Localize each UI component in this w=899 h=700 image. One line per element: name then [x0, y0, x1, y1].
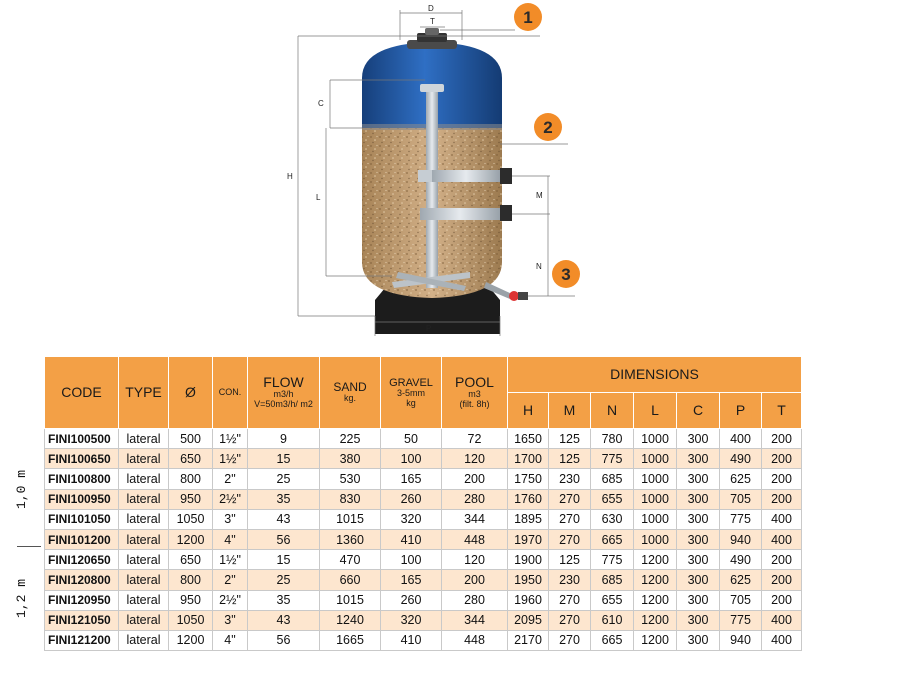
group-label-1-2m: 1,2 m	[14, 578, 29, 618]
header-pool-unit: m3	[468, 389, 481, 400]
cell-type: lateral	[119, 590, 169, 610]
cell-t: 200	[762, 429, 802, 449]
cell-code: FINI120800	[45, 570, 119, 590]
cell-l: 1000	[634, 469, 677, 489]
cell-type: lateral	[119, 469, 169, 489]
dim-label-h: H	[287, 172, 293, 181]
cell-pool: 280	[442, 489, 508, 509]
cell-c: 300	[677, 529, 720, 549]
cell-sand: 225	[320, 429, 381, 449]
cell-gravel: 100	[381, 449, 442, 469]
header-flow-unit: m3/h	[273, 389, 294, 400]
cell-h: 1750	[508, 469, 549, 489]
callout-2	[534, 113, 562, 141]
cell-n: 665	[591, 630, 634, 650]
cell-diameter: 1050	[169, 509, 213, 529]
cell-con: 1½"	[213, 449, 248, 469]
group-divider	[17, 546, 41, 547]
header-gravel-unit: kg	[406, 397, 416, 408]
cell-con: 2"	[213, 469, 248, 489]
cell-gravel: 260	[381, 590, 442, 610]
filter-lid	[407, 28, 457, 49]
cell-code: FINI120950	[45, 590, 119, 610]
cell-con: 3"	[213, 509, 248, 529]
cell-m: 125	[549, 429, 591, 449]
cell-type: lateral	[119, 630, 169, 650]
cell-t: 200	[762, 449, 802, 469]
cell-n: 630	[591, 509, 634, 529]
cell-type: lateral	[119, 489, 169, 509]
cell-flow: 56	[248, 630, 320, 650]
cell-p: 940	[720, 630, 762, 650]
cell-l: 1000	[634, 509, 677, 529]
cell-t: 200	[762, 550, 802, 570]
dim-label-l: L	[316, 193, 321, 202]
cell-diameter: 500	[169, 429, 213, 449]
cell-l: 1200	[634, 550, 677, 570]
header-dim-c: C	[677, 393, 720, 429]
header-dim-t: T	[762, 393, 802, 429]
dim-label-m: M	[536, 191, 543, 200]
table-row	[45, 509, 802, 529]
header-sand	[320, 357, 381, 429]
cell-con: 2½"	[213, 590, 248, 610]
cell-type: lateral	[119, 429, 169, 449]
cell-flow: 35	[248, 590, 320, 610]
cell-flow: 25	[248, 469, 320, 489]
cell-diameter: 650	[169, 449, 213, 469]
cell-l: 1000	[634, 529, 677, 549]
cell-con: 4"	[213, 630, 248, 650]
cell-flow: 15	[248, 550, 320, 570]
cell-diameter: 950	[169, 590, 213, 610]
table-row	[45, 489, 802, 509]
cell-l: 1000	[634, 449, 677, 469]
header-code: CODE	[45, 357, 119, 429]
cell-con: 3"	[213, 610, 248, 630]
cell-code: FINI100800	[45, 469, 119, 489]
cell-c: 300	[677, 449, 720, 469]
header-sand-unit: kg.	[343, 393, 356, 404]
cell-c: 300	[677, 550, 720, 570]
cell-code: FINI101050	[45, 509, 119, 529]
cell-code: FINI121050	[45, 610, 119, 630]
cell-code: FINI120650	[45, 550, 119, 570]
cell-c: 300	[677, 570, 720, 590]
cell-code: FINI100950	[45, 489, 119, 509]
cell-l: 1200	[634, 590, 677, 610]
cell-code: FINI101200	[45, 529, 119, 549]
cell-h: 1760	[508, 489, 549, 509]
cell-p: 625	[720, 570, 762, 590]
callout-1	[514, 3, 542, 31]
cell-pool: 344	[442, 610, 508, 630]
cell-l: 1200	[634, 570, 677, 590]
cell-pool: 120	[442, 449, 508, 469]
cell-gravel: 260	[381, 489, 442, 509]
cell-con: 2½"	[213, 489, 248, 509]
cell-pool: 72	[442, 429, 508, 449]
cell-sand: 1015	[320, 590, 381, 610]
cell-flow: 56	[248, 529, 320, 549]
cell-p: 705	[720, 590, 762, 610]
cell-flow: 43	[248, 610, 320, 630]
dim-label-n: N	[536, 262, 542, 271]
callout-3	[552, 260, 580, 288]
header-gravel-title: GRAVEL	[389, 376, 433, 389]
header-diameter: Ø	[169, 357, 213, 429]
cell-sand: 470	[320, 550, 381, 570]
cell-n: 685	[591, 469, 634, 489]
cell-n: 685	[591, 570, 634, 590]
cell-h: 1895	[508, 509, 549, 529]
cell-t: 200	[762, 469, 802, 489]
cell-p: 490	[720, 449, 762, 469]
cell-con: 2"	[213, 570, 248, 590]
cell-gravel: 165	[381, 570, 442, 590]
cell-sand: 380	[320, 449, 381, 469]
cell-diameter: 650	[169, 550, 213, 570]
cell-n: 780	[591, 429, 634, 449]
cell-h: 1970	[508, 529, 549, 549]
table-row	[45, 630, 802, 650]
cell-n: 775	[591, 449, 634, 469]
cell-pool: 344	[442, 509, 508, 529]
header-con: CON.	[213, 357, 248, 429]
cell-n: 610	[591, 610, 634, 630]
cell-diameter: 800	[169, 469, 213, 489]
cell-type: lateral	[119, 529, 169, 549]
cell-m: 125	[549, 550, 591, 570]
cell-sand: 660	[320, 570, 381, 590]
cell-h: 1960	[508, 590, 549, 610]
cell-gravel: 50	[381, 429, 442, 449]
cell-gravel: 165	[381, 469, 442, 489]
cell-t: 400	[762, 509, 802, 529]
cell-gravel: 100	[381, 550, 442, 570]
header-pool-note: (filt. 8h)	[459, 399, 490, 410]
cell-type: lateral	[119, 550, 169, 570]
cell-pool: 448	[442, 529, 508, 549]
table-row	[45, 570, 802, 590]
cell-p: 625	[720, 469, 762, 489]
header-dim-h: H	[508, 393, 549, 429]
cell-type: lateral	[119, 509, 169, 529]
cell-t: 400	[762, 529, 802, 549]
cell-l: 1000	[634, 429, 677, 449]
table-row	[45, 610, 802, 630]
cell-diameter: 1050	[169, 610, 213, 630]
table-row	[45, 449, 802, 469]
cell-c: 300	[677, 489, 720, 509]
cell-m: 270	[549, 590, 591, 610]
cell-flow: 35	[248, 489, 320, 509]
cell-pool: 448	[442, 630, 508, 650]
cell-sand: 830	[320, 489, 381, 509]
header-dim-l: L	[634, 393, 677, 429]
cell-t: 200	[762, 489, 802, 509]
header-pool	[442, 357, 508, 429]
cell-n: 775	[591, 550, 634, 570]
cell-h: 1650	[508, 429, 549, 449]
cell-p: 775	[720, 509, 762, 529]
cell-flow: 9	[248, 429, 320, 449]
cell-p: 940	[720, 529, 762, 549]
cell-con: 1½"	[213, 550, 248, 570]
cell-type: lateral	[119, 610, 169, 630]
callout-2-number: 2	[543, 118, 553, 137]
cell-c: 300	[677, 630, 720, 650]
cell-n: 655	[591, 489, 634, 509]
cell-l: 1200	[634, 630, 677, 650]
cell-code: FINI121200	[45, 630, 119, 650]
cell-p: 775	[720, 610, 762, 630]
header-gravel	[381, 357, 442, 429]
cell-m: 270	[549, 509, 591, 529]
cell-p: 705	[720, 489, 762, 509]
cell-h: 1700	[508, 449, 549, 469]
group-label-1m: 1,0 m	[14, 469, 29, 509]
cell-gravel: 410	[381, 630, 442, 650]
header-type: TYPE	[119, 357, 169, 429]
cell-type: lateral	[119, 449, 169, 469]
cell-type: lateral	[119, 570, 169, 590]
cell-h: 2095	[508, 610, 549, 630]
cell-code: FINI100500	[45, 429, 119, 449]
header-flow-title: FLOW	[263, 373, 304, 390]
cell-pool: 200	[442, 469, 508, 489]
cell-flow: 25	[248, 570, 320, 590]
header-dim-p: P	[720, 393, 762, 429]
dim-label-c: C	[318, 99, 324, 108]
cell-m: 270	[549, 489, 591, 509]
cell-pool: 120	[442, 550, 508, 570]
callout-1-number: 1	[523, 8, 533, 27]
cell-gravel: 410	[381, 529, 442, 549]
table-body	[45, 429, 802, 651]
callout-3-number: 3	[561, 265, 571, 284]
cell-flow: 15	[248, 449, 320, 469]
cell-sand: 1665	[320, 630, 381, 650]
cell-c: 300	[677, 590, 720, 610]
header-dim-n: N	[591, 393, 634, 429]
cell-diameter: 1200	[169, 529, 213, 549]
cell-gravel: 320	[381, 509, 442, 529]
cell-sand: 1240	[320, 610, 381, 630]
cell-c: 300	[677, 469, 720, 489]
cell-h: 1900	[508, 550, 549, 570]
cell-h: 1950	[508, 570, 549, 590]
cell-sand: 530	[320, 469, 381, 489]
header-sand-title: SAND	[333, 379, 367, 394]
cell-con: 1½"	[213, 429, 248, 449]
cell-code: FINI100650	[45, 449, 119, 469]
cell-t: 400	[762, 630, 802, 650]
cell-t: 200	[762, 590, 802, 610]
cell-m: 270	[549, 610, 591, 630]
cell-sand: 1360	[320, 529, 381, 549]
cell-m: 125	[549, 449, 591, 469]
cell-flow: 43	[248, 509, 320, 529]
cell-h: 2170	[508, 630, 549, 650]
cell-m: 270	[549, 529, 591, 549]
cell-sand: 1015	[320, 509, 381, 529]
header-flow-note: V=50m3/h/ m2	[254, 399, 313, 410]
cell-l: 1000	[634, 489, 677, 509]
cell-pool: 200	[442, 570, 508, 590]
cell-p: 400	[720, 429, 762, 449]
table-row	[45, 429, 802, 449]
cell-l: 1200	[634, 610, 677, 630]
table-row	[45, 550, 802, 570]
cell-c: 300	[677, 429, 720, 449]
cell-con: 4"	[213, 529, 248, 549]
spec-table	[44, 356, 802, 651]
dim-label-p: P	[426, 324, 432, 333]
dim-label-t: T	[430, 17, 435, 26]
dim-label-d: D	[428, 4, 434, 13]
cell-t: 200	[762, 570, 802, 590]
header-flow	[248, 357, 320, 429]
cell-m: 230	[549, 570, 591, 590]
cell-diameter: 800	[169, 570, 213, 590]
cell-diameter: 950	[169, 489, 213, 509]
cell-t: 400	[762, 610, 802, 630]
cell-pool: 280	[442, 590, 508, 610]
cell-n: 655	[591, 590, 634, 610]
cell-m: 230	[549, 469, 591, 489]
cell-diameter: 1200	[169, 630, 213, 650]
cell-c: 300	[677, 610, 720, 630]
header-gravel-size: 3-5mm	[396, 387, 425, 398]
cell-n: 665	[591, 529, 634, 549]
header-dimensions: DIMENSIONS	[508, 357, 802, 393]
header-dim-m: M	[549, 393, 591, 429]
table-row	[45, 590, 802, 610]
cell-gravel: 320	[381, 610, 442, 630]
cell-p: 490	[720, 550, 762, 570]
cell-c: 300	[677, 509, 720, 529]
cell-m: 270	[549, 630, 591, 650]
table-row	[45, 469, 802, 489]
header-pool-title: POOL	[455, 373, 494, 390]
table-row	[45, 529, 802, 549]
